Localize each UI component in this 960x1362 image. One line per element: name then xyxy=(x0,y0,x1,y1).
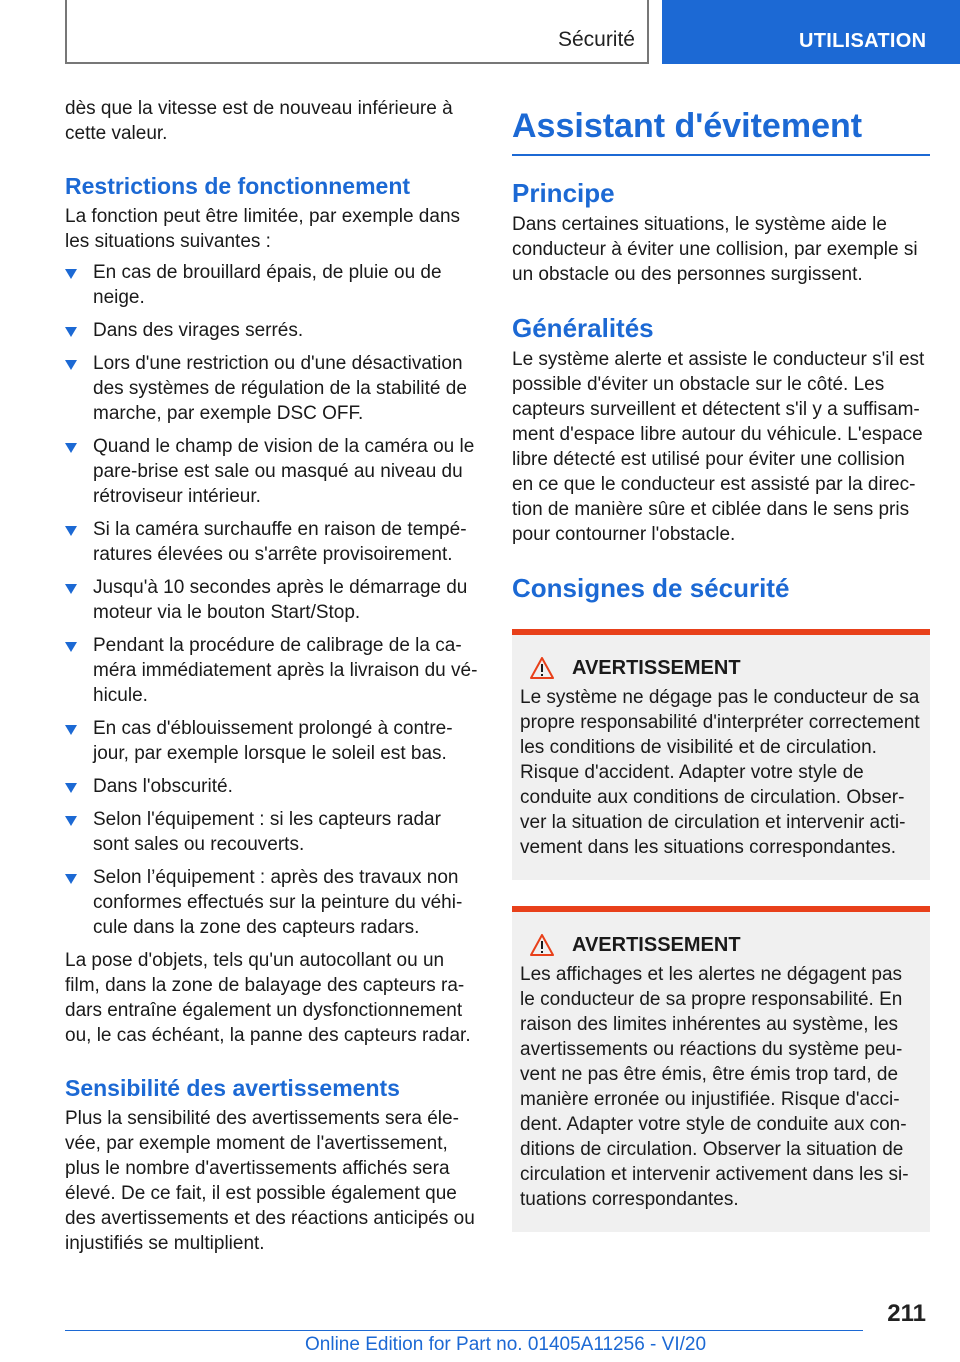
restrictions-heading: Restrictions de fonctionnement xyxy=(65,173,411,199)
objects-paragraph: La pose d'objets, tels qu'un autocollant ou un film, dans la zone de balayage des capteurs radars entraîne également un dysfonctionnement ou, le cas échéant, la panne des capteurs radar. xyxy=(65,950,471,1046)
footer-divider xyxy=(65,1330,863,1331)
left-column xyxy=(65,96,480,1256)
header-tab-label: UTILISATION xyxy=(799,30,927,52)
safety-heading: Consignes de sécurité xyxy=(512,573,790,603)
list-item: Si la caméra surchauffe en raison de températures élevées ou s'arrête provisoirement. xyxy=(65,517,480,567)
main-heading: Assistant d'évitement xyxy=(512,107,863,145)
triangle-down-icon xyxy=(65,584,77,594)
warning-title: AVERTISSEMENT xyxy=(520,655,922,681)
restrictions-intro: La fonction peut être limitée, par exemple dans les situations suivantes : xyxy=(65,206,461,252)
triangle-down-icon xyxy=(65,642,77,652)
list-item: Selon l’équipement : après des travaux non conformes effectués sur la peinture du véhicule dans la zone des capteurs radars. xyxy=(65,865,480,940)
restrictions-list xyxy=(65,260,480,940)
triangle-down-icon xyxy=(65,725,77,735)
sensitivity-paragraph: Plus la sensibilité des avertissements sera élevée, par exemple moment de l'avertissement, plus le nombre d'avertissements affichés sera élevé. De ce fait, il est possible également que des avertissements et des réactions anticipés ou injustifiés se multiplient. xyxy=(65,1108,475,1254)
triangle-down-icon xyxy=(65,783,77,793)
heading-divider xyxy=(512,154,930,156)
list-item: Selon l'équipement : si les capteurs radar sont sales ou recouverts. xyxy=(65,807,480,857)
header-section-box xyxy=(65,0,649,64)
footer-edition[interactable]: Online Edition for Part no. 01405A11256 - VI/20 xyxy=(305,1334,707,1355)
list-item: Dans l'obscurité. xyxy=(65,774,480,799)
header-section-label: Sécurité xyxy=(557,28,635,51)
principle-paragraph: Dans certaines situations, le système aide le conducteur à éviter une collision, par exemple si un obstacle ou des personnes surgissent. xyxy=(512,214,918,285)
warning-box xyxy=(512,906,930,1232)
warning-title: AVERTISSEMENT xyxy=(520,932,922,958)
principle-heading: Principe xyxy=(512,178,615,208)
triangle-down-icon xyxy=(65,526,77,536)
list-item: Jusqu'à 10 secondes après le démarrage du moteur via le bouton Start/Stop. xyxy=(65,575,480,625)
list-item: Quand le champ de vision de la caméra ou le pare-brise est sale ou masqué au niveau du rétroviseur intérieur. xyxy=(65,434,480,509)
triangle-down-icon xyxy=(65,269,77,279)
warning-text: Les affichages et les alertes ne dégagent pas le conducteur de sa propre responsabilité. En raison des limites inhérentes au système, les avertissements ou réactions du système peuvent ne pas être émis, être émis trop tard, de manière erronée ou injustifiée. Risque d'accident. Adapter votre style de conduite aux conditions de circulation. Observer la situation de circulation et intervenir activement dans les situations correspondantes. xyxy=(520,964,909,1210)
list-item: Dans des virages serrés. xyxy=(65,318,480,343)
page-number: 211 xyxy=(887,1300,926,1327)
right-column xyxy=(512,100,930,1232)
triangle-down-icon xyxy=(65,816,77,826)
warning-triangle-icon xyxy=(530,657,554,679)
list-item: En cas de brouillard épais, de pluie ou de neige. xyxy=(65,260,480,310)
warning-triangle-icon xyxy=(530,934,554,956)
list-item: Pendant la procédure de calibrage de la caméra immédiatement après la livraison du véhicule. xyxy=(65,633,480,708)
sensitivity-heading: Sensibilité des avertissements xyxy=(65,1075,400,1101)
list-item: Lors d'une restriction ou d'une désactivation des systèmes de régulation de la stabilité de marche, par exemple DSC OFF. xyxy=(65,351,480,426)
triangle-down-icon xyxy=(65,360,77,370)
warning-box xyxy=(512,629,930,880)
intro-paragraph: dès que la vitesse est de nouveau inférieure à cette valeur. xyxy=(65,98,453,144)
triangle-down-icon xyxy=(65,443,77,453)
triangle-down-icon xyxy=(65,874,77,884)
general-heading: Généralités xyxy=(512,313,654,343)
list-item: En cas d'éblouissement prolongé à contre-jour, par exemple lorsque le soleil est bas. xyxy=(65,716,480,766)
general-paragraph: Le système alerte et assiste le conducteur s'il est possible d'éviter un obstacle sur le côté. Les capteurs surveillent et détectent s'il y a suffisamment d'espace libre autour du véhicule. L'espace libre détecté est utilisé pour éviter une collision en ce que le conducteur est assisté par la direction de manière sûre et ciblée dans le sens pris pour contourner l'obstacle. xyxy=(512,349,925,545)
warning-text: Le système ne dégage pas le conducteur de sa propre responsabilité d'interpréter correctement les conditions de visibilité et de circulation. Risque d'accident. Adapter votre style de conduite aux conditions de circulation. Observer la situation de circulation et intervenir activement dans les situations correspondantes. xyxy=(520,687,920,858)
header-tab[interactable] xyxy=(662,0,960,64)
triangle-down-icon xyxy=(65,327,77,337)
